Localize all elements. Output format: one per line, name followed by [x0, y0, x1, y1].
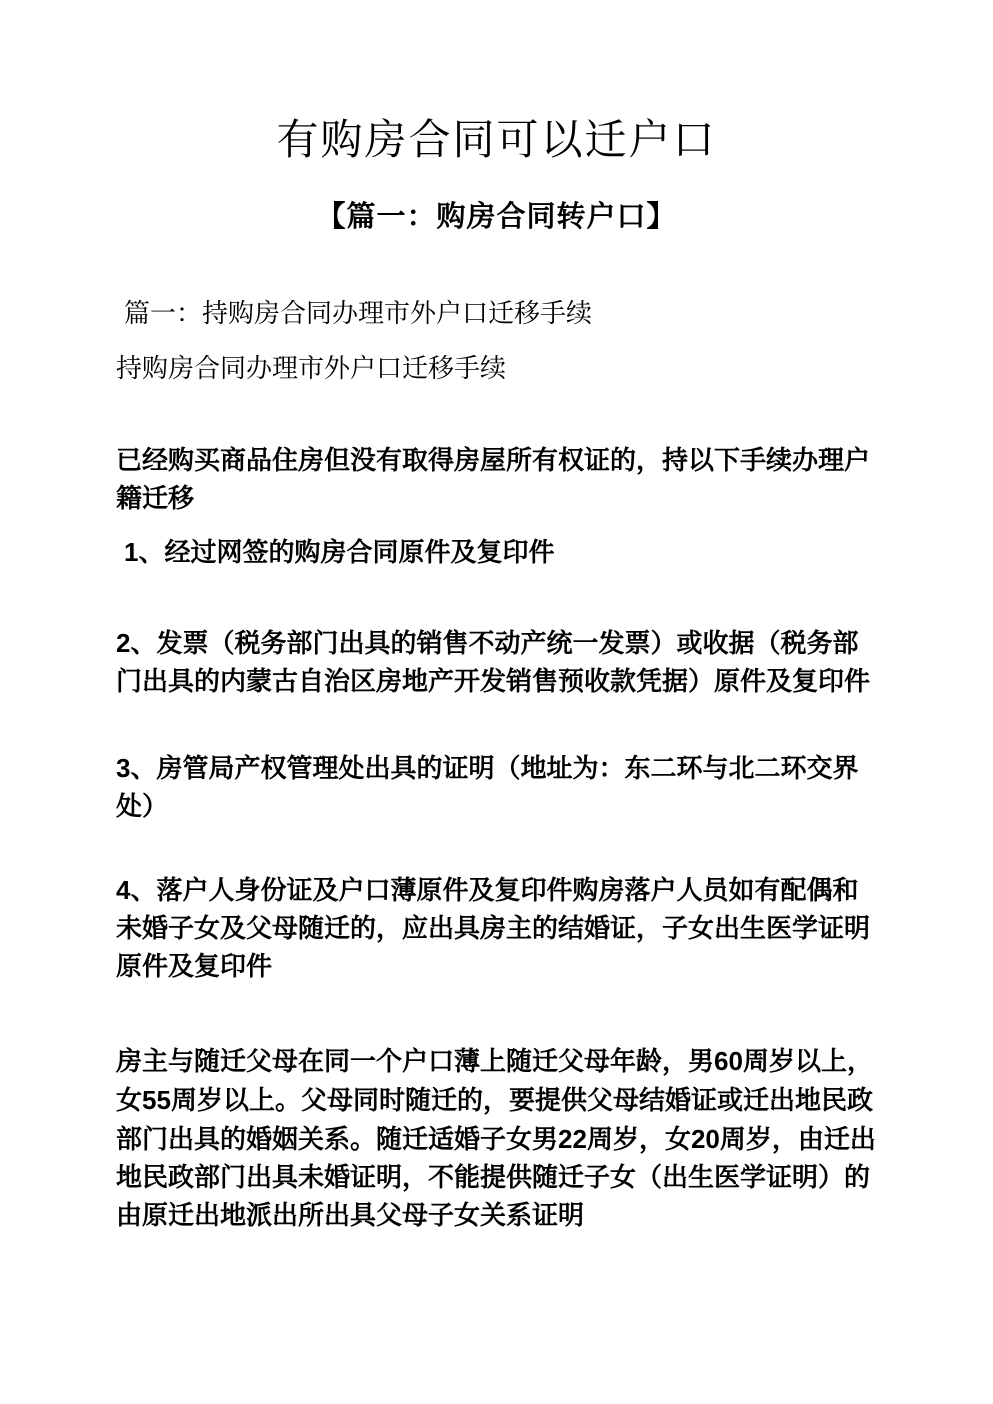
list-item-1: 1、经过网签的购房合同原件及复印件	[124, 537, 555, 568]
intro-paragraph: 已经购买商品住房但没有取得房屋所有权证的，持以下手续办理户籍迁移	[116, 446, 871, 514]
closing-paragraph: 房主与随迁父母在同一个户口薄上随迁父母年龄，男60周岁以上，女55周岁以上。父母同时随迁的，要提供父母结婚证或迁出地民政部门出具的婚姻关系。随迁适婚子女男22周岁，女20周岁，由迁出地民政部门出具未婚证明，不能提供随迁子女（出生医学证明）的由原迁出地派出所出具父母子女关系证明	[116, 1046, 876, 1231]
list-item-2: 2、发票（税务部门出具的销售不动产统一发票）或收据（税务部门出具的内蒙古自治区房地产开发销售预收款凭据）原件及复印件	[116, 628, 871, 697]
document-title: 有购房合同可以迁户口	[276, 118, 717, 164]
list-item-3: 3、房管局产权管理处出具的证明（地址为：东二环与北二环交界处）	[116, 753, 859, 822]
section-heading-repeat-line: 持购房合同办理市外户口迁移手续	[116, 354, 507, 384]
section-heading-line: 篇一：持购房合同办理市外户口迁移手续	[124, 299, 593, 329]
document-subtitle: 【篇一：购房合同转户口】	[316, 201, 677, 234]
list-item-4: 4、落户人身份证及户口薄原件及复印件购房落户人员如有配偶和未婚子女及父母随迁的，应出具房主的结婚证，子女出生医学证明原件及复印件	[116, 875, 871, 982]
